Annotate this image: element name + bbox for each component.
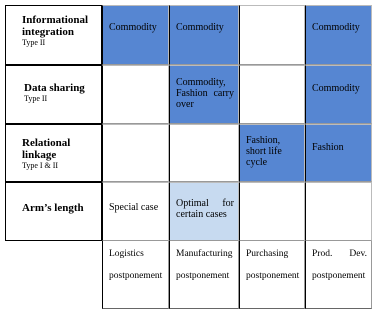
column-header-purchasing bbox=[239, 241, 305, 309]
row-title bbox=[22, 137, 101, 161]
column-label-word: Logistics bbox=[109, 249, 144, 259]
row-title-line: linkage bbox=[22, 149, 57, 161]
column-header-logistics bbox=[102, 241, 169, 309]
cell-logistics-armslength: Special case bbox=[102, 182, 169, 241]
cell-purchasing-armslength bbox=[239, 182, 305, 241]
row-header-arms-length bbox=[5, 182, 102, 241]
cell-proddev-armslength bbox=[305, 182, 372, 241]
row-header-informational-integration bbox=[5, 5, 102, 65]
row-header-relational-linkage bbox=[5, 124, 102, 182]
column-label-line2: postponement bbox=[312, 271, 366, 281]
cell-purchasing-informational bbox=[239, 5, 305, 65]
cell-logistics-relational bbox=[102, 124, 169, 182]
row-type: Type II bbox=[24, 94, 48, 103]
cell-logistics-informational: Commodity bbox=[102, 5, 169, 65]
column-label-word: Purchasing bbox=[246, 249, 289, 259]
cell-logistics-datasharing bbox=[102, 65, 169, 124]
cell-manufacturing-datasharing: Commodity, Fashion carry over bbox=[169, 65, 239, 124]
column-label-line1 bbox=[312, 249, 367, 260]
column-label-line2: postponement bbox=[176, 271, 230, 281]
column-label-word: Prod. bbox=[312, 249, 333, 259]
column-label-word: Dev. bbox=[349, 249, 367, 259]
column-label-line1 bbox=[176, 249, 234, 260]
cell-proddev-datasharing: Commodity bbox=[305, 65, 372, 124]
row-type: Type II bbox=[22, 38, 46, 47]
row-title-line: Relational bbox=[22, 137, 71, 149]
column-header-prod-dev bbox=[305, 241, 372, 309]
cell-manufacturing-relational bbox=[169, 124, 239, 182]
column-header-manufacturing bbox=[169, 241, 239, 309]
cell-purchasing-relational: Fashion, short life cycle bbox=[239, 124, 305, 182]
row-type: Type I & II bbox=[22, 161, 59, 170]
column-label-word: Manufacturing bbox=[176, 249, 233, 259]
row-title: Data sharing bbox=[24, 82, 85, 94]
cell-proddev-informational: Commodity bbox=[305, 5, 372, 65]
column-label-line1 bbox=[109, 249, 164, 260]
column-label-line2: postponement bbox=[246, 271, 300, 281]
column-label-line1 bbox=[246, 249, 300, 260]
row-title-line: integration bbox=[22, 26, 74, 38]
cell-manufacturing-armslength: Optimal for certain cases bbox=[169, 182, 239, 241]
cell-manufacturing-informational: Commodity bbox=[169, 5, 239, 65]
row-header-data-sharing bbox=[5, 65, 102, 124]
row-title bbox=[22, 14, 101, 38]
postponement-matrix bbox=[5, 5, 372, 309]
column-label-line2: postponement bbox=[109, 271, 163, 281]
row-title: Arm’s length bbox=[22, 202, 84, 214]
row-title-line: Informational bbox=[22, 14, 88, 26]
cell-proddev-relational: Fashion bbox=[305, 124, 372, 182]
cell-purchasing-datasharing bbox=[239, 65, 305, 124]
